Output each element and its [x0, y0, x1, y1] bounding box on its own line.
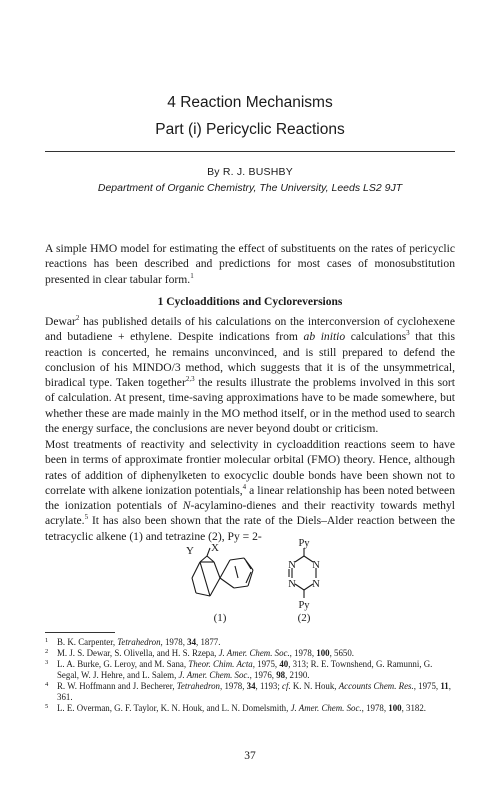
structure-2-label: (2) — [297, 612, 311, 624]
footnote-text-run: , 361. — [57, 681, 451, 703]
footnote-text-run: 40 — [279, 659, 289, 670]
atom-label-n: N — [312, 579, 320, 590]
footnote-text-run: 34 — [246, 681, 256, 692]
atom-label-n: N — [288, 579, 296, 590]
tetracyclic-alkene-drawing — [180, 538, 260, 604]
footnote-text-run: , 3182. — [401, 703, 426, 714]
atom-label-py-bottom: Py — [298, 600, 310, 611]
body-paragraph-1 — [45, 314, 455, 436]
ref-mark: 4 — [242, 483, 247, 492]
text-run: has published details of his calculations on the interconversion of cyclohexene and butadiene + ethylene. Despite indications from — [45, 315, 455, 344]
footnote-number: 2 — [45, 648, 49, 656]
footnote-text-run: Theor. Chim. Acta — [188, 659, 253, 670]
footnote-text-run: Accounts Chem. Res. — [338, 681, 414, 692]
footnote-text-run: 34 — [187, 637, 197, 647]
footnote-text-run: M. J. S. Dewar, S. Olivella, and H. S. Rzepa, — [57, 648, 219, 659]
footnote-text-run: J. Amer. Chem. Soc. — [178, 670, 250, 681]
footnote-text-run: , 1976, — [249, 670, 277, 681]
footnote-text-run: 100 — [316, 648, 330, 659]
footnote-number: 3 — [45, 659, 49, 667]
abstract-text: A simple HMO model for estimating the effect of substituents on the rates of pericyclic reactions has been described and predictions for most cases of monosubstitution presented in clear tabular form. — [45, 242, 455, 286]
text-run: the results illustrate the problems involved in this sort of calculation. At present, time-saving approximations have to be made somewhere, but whether these are made mainly in the MO method itself, or in the method used to search the energy surface, the conclusions are never beyond doubt or criticism. — [45, 376, 455, 436]
footnote-text-run: , 313; R. E. Townshend, G. Ramunni, G. Segal, W. J. Hehre, and L. Salem, — [57, 659, 433, 681]
text-run: It has also been shown that the rate of the Diels–Alder reaction between the tetracyclic alkene (1) and tetrazine (2), Py = 2- — [45, 514, 455, 543]
abstract-paragraph — [45, 241, 455, 287]
ref-mark: 3 — [406, 329, 410, 338]
footnote-text-run: , 1978, — [289, 648, 317, 659]
footnote-text-run: , 1877. — [196, 637, 221, 647]
text-run: calculations — [345, 330, 407, 344]
tetrazine-drawing — [276, 536, 332, 612]
footnote-text-run: , 1978, — [160, 637, 188, 647]
footnote-text-run: , 2190. — [285, 670, 310, 681]
atom-label-x: X — [211, 542, 219, 554]
footnote-text-run: B. K. Carpenter, — [57, 637, 118, 647]
atom-label-y: Y — [186, 545, 194, 557]
footnote-text-run: cf. — [282, 681, 291, 692]
footnote-text-run: Tetrahedron — [176, 681, 220, 692]
chapter-title: 4 Reaction Mechanisms — [167, 94, 333, 111]
section-heading: 1 Cycloadditions and Cycloreversions — [157, 296, 343, 308]
footnote-text-run: , 1193; — [255, 681, 283, 692]
chapter-subtitle: Part (i) Pericyclic Reactions — [155, 121, 345, 138]
footnote-text-run: L. A. Burke, G. Leroy, and M. Sana, — [57, 659, 189, 670]
footnote-text-run: , 5650. — [329, 648, 355, 659]
footnote-number: 4 — [45, 681, 49, 689]
atom-label-n: N — [312, 560, 320, 571]
ref-mark: 1 — [190, 271, 194, 280]
footnote-text-run: K. N. Houk, — [290, 681, 339, 692]
footnotes-list — [45, 637, 455, 715]
structure-1-label: (1) — [213, 612, 227, 624]
author-byline: By R. J. BUSHBY — [207, 166, 293, 178]
footnote-text-run: L. E. Overman, G. F. Taylor, K. N. Houk, and L. N. Domelsmith, — [57, 703, 291, 714]
footnote-item — [45, 659, 455, 681]
footnote-text-run: , 1975, — [413, 681, 441, 692]
ref-mark: 5 — [84, 513, 89, 522]
text-run: -acylamino-dienes and their reactivity towards methyl acrylate. — [45, 499, 455, 528]
footnote-item — [45, 703, 455, 714]
footnote-text-run: J. Amer. Chem. Soc. — [290, 703, 362, 714]
footnote-item — [45, 637, 455, 648]
page-number: 37 — [244, 750, 256, 762]
footnote-item — [45, 648, 455, 659]
footnote-number: 1 — [45, 637, 49, 644]
text-run: Most treatments of reactivity and selectivity in cycloaddition reactions seem to have been in terms of approximate frontier molecular orbital (FMO) theory. Hence, although rates of addition of diphenylketen to exocyclic double bonds have been shown not to correlate with alkene ionization potentials, — [45, 438, 455, 497]
footnote-text-run: , 1978, — [361, 703, 389, 714]
footnote-text-run: 11 — [440, 681, 449, 692]
footnote-text-run: R. W. Hoffmann and J. Becherer, — [57, 681, 177, 692]
structure-1 — [180, 538, 260, 624]
body-paragraph-2 — [45, 437, 455, 544]
text-run-italic: ab initio — [303, 330, 346, 344]
atom-label-py-top: Py — [298, 538, 310, 549]
footnote-text-run: , 1975, — [252, 659, 280, 670]
footnote-text-run: 98 — [276, 670, 286, 681]
text-run-italic: N — [182, 499, 191, 513]
header-rule — [45, 151, 455, 152]
atom-label-n: N — [288, 560, 296, 571]
author-affiliation: Department of Organic Chemistry, The University, Leeds LS2 9JT — [97, 182, 403, 194]
footnote-text-run: , 1978, — [220, 681, 247, 692]
footnote-text-run: 100 — [388, 703, 402, 714]
text-run: a linear relationship has been noted between the ionization potentials of — [45, 483, 455, 513]
footnote-text-run: Tetrahedron — [117, 637, 161, 647]
footnote-item — [45, 681, 455, 703]
ref-mark: 2 — [75, 314, 80, 323]
ref-mark: 2,3 — [185, 375, 195, 384]
text-run: Dewar — [45, 315, 76, 328]
footnote-text-run: J. Amer. Chem. Soc. — [218, 648, 290, 659]
footnote-rule — [45, 632, 115, 633]
structure-2 — [276, 536, 332, 624]
footnote-number: 5 — [45, 703, 49, 711]
text-run: that this reaction is concerted, he remains unconvinced, and is still prepared to defend the conclusion of his MINDO/3 method, which suggests that it is of the unsymmetrical, biradical type. Taken together — [45, 330, 455, 390]
